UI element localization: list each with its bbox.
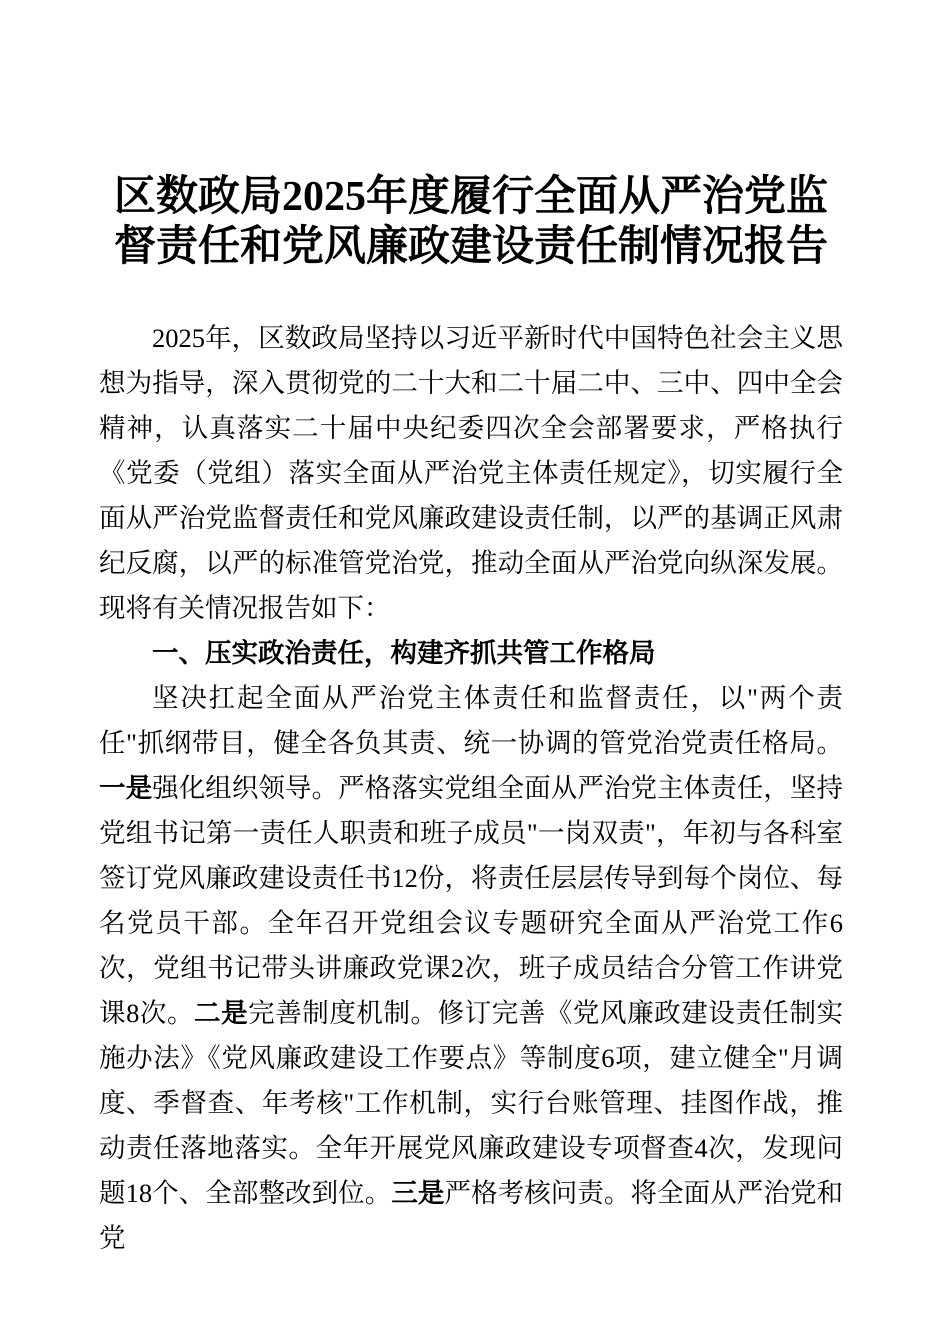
bold-text-run: 一、压实政治责任，构建齐抓共管工作格局 bbox=[152, 638, 656, 668]
paragraph bbox=[99, 316, 843, 631]
text-run: 严格考核问责。将全面从严治党和党 bbox=[99, 1178, 844, 1253]
document-title: 区数政局2025年度履行全面从严治党监督责任和党风廉政建设责任制情况报告 bbox=[113, 174, 828, 270]
bold-text-run: 二是 bbox=[194, 998, 249, 1028]
bold-text-run: 三是 bbox=[391, 1178, 445, 1208]
section-heading bbox=[99, 631, 843, 676]
document-body bbox=[99, 316, 843, 1261]
bold-text-run: 一是 bbox=[99, 773, 153, 803]
text-run: 2025年，区数政局坚持以习近平新时代中国特色社会主义思想为指导，深入贯彻党的二十大和二十届二中、三中、四中全会精神，认真落实二十届中央纪委四次全会部署要求，严格执行《党委（党组）落实全面从严治党主体责任规定》，切实履行全面从严治党监督责任和党风廉政建设责任制，以严的基调正风肃纪反腐，以严的标准管党治党，推动全面从严治党向纵深发展。现将有关情况报告如下： bbox=[99, 323, 843, 623]
paragraph bbox=[99, 676, 843, 1261]
text-run: 强化组织领导。严格落实党组全面从严治党主体责任，坚持党组书记第一责任人职责和班子成员"一岗双责"，年初与各科室签订党风廉政建设责任书12份，将责任层层传导到每个岗位、每名党员干部。全年召开党组会议专题研究全面从严治党工作6次，党组书记带头讲廉政党课2次，班子成员结合分管工作讲党课8次。 bbox=[99, 773, 844, 1028]
text-run: 完善制度机制。修订完善《党风廉政建设责任制实施办法》《党风廉政建设工作要点》等制度6项，建立健全"月调度、季督查、年考核"工作机制，实行台账管理、挂图作战，推动责任落地落实。全年开展党风廉政建设专项督查4次，发现问题18个、全部整改到位。 bbox=[99, 998, 844, 1208]
text-run: 坚决扛起全面从严治党主体责任和监督责任，以"两个责任"抓纲带目，健全各负其责、统一协调的管党治党责任格局。 bbox=[99, 683, 843, 758]
